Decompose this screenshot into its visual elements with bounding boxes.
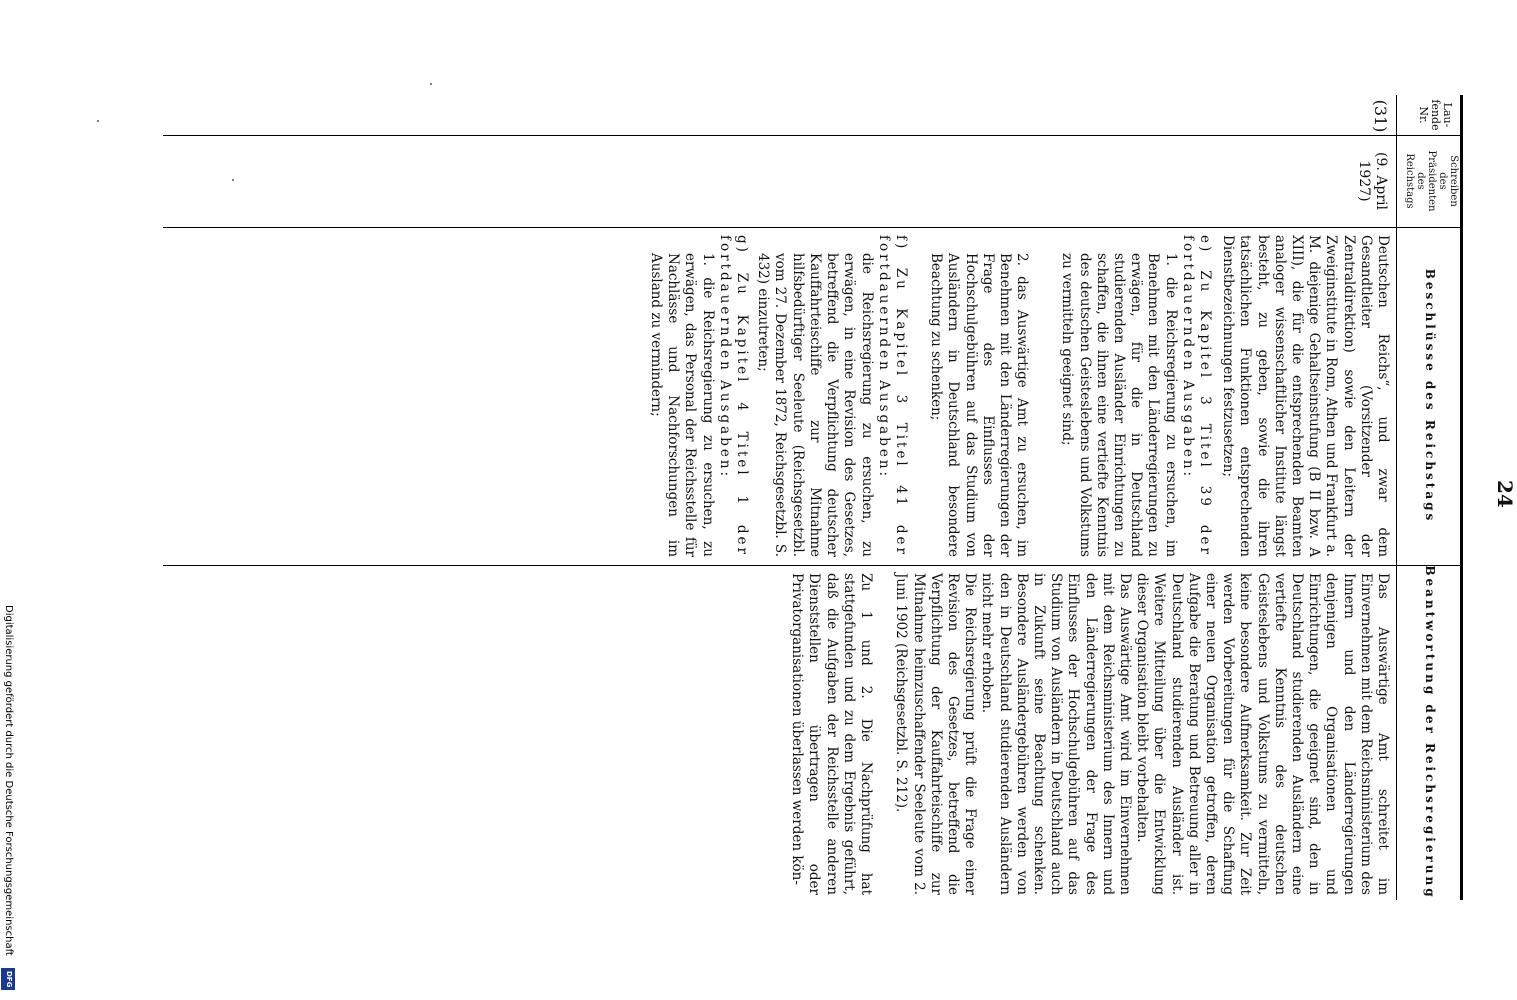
header-bottom-rule	[1396, 95, 1397, 900]
entry-number: (31)	[1371, 99, 1390, 133]
decisions-column	[647, 235, 1391, 557]
answers-column	[788, 573, 1391, 895]
decision-f-heading: f) Zu Kapitel 3 Titel 41 der fortdauernden Ausgaben:	[875, 235, 909, 557]
decision-f-text: die Reichsregierung zu ersuchen, zu erwägen, in eine Revision des Gesetzes, betreffend die Verpflichtung deutscher Kauffahrteischiffe zur Mitnahme hilfsbedürftiger Seeleute (Reichsgesetzbl. vom 27. Dezember 1872, Reichsgesetzbl. S. 432) einzutreten;	[755, 253, 875, 557]
scan-speck	[430, 83, 432, 85]
dfg-logo	[1, 968, 15, 990]
col-divider-1	[163, 135, 1463, 136]
digitization-credit-text: Digitalisierung gefördert durch die Deutsche Forschungsgemeinschaft	[3, 605, 14, 956]
decision-g-heading: g) Zu Kapitel 4 Titel 1 der fortdauernden Ausgaben:	[716, 235, 751, 557]
scan-speck	[232, 179, 234, 181]
decision-e-item-2: 2. das Auswärtige Amt zu ersuchen, im Benehmen mit den Länderregierungen der Frage des Einflusses der Hochschulgebühren auf das Studium von Ausländern in Deutschland besondere Beachtung zu schenken;	[928, 253, 1031, 557]
col-divider-3	[163, 565, 1463, 566]
page-number: 24	[1493, 480, 1517, 508]
header-col-decisions: Beschlüsse des Reichstags	[1423, 268, 1437, 524]
entry-date: (9. April 1927)	[1355, 152, 1389, 210]
decision-e-item-1: 1. die Reichsregierung zu ersuchen, im Benehmen mit den Länderregierungen zu erwägen, für die in Deutschland studierenden Ausländer Einrichtungen zu schaffen, die ihnen eine vertiefte Kenntnis des deutschen Geisteslebens und Volkstums zu vermitteln geeignet sind;	[1059, 253, 1179, 557]
scan-speck	[97, 120, 99, 122]
answer-1: Das Auswärtige Amt schreitet im Einvernehmen mit dem Reichsministerium des Innern und den Länderregierungen denjenigen Organisationen und Einrichtungen, die geeignet sind, den in Deutschland studierenden Ausländern eine vertiefte Kenntnis des deutschen Geisteslebens und Volkstums zu vermitteln, keine besondere Aufmerksamkeit. Zur Zeit werden Vorbereitungen für die Schaffung einer neuen Organisation getroffen, deren Aufgabe die Beratung und Betreuung aller in Deutschland studierenden Ausländer ist. Weitere Mitteilung über die Entwicklung dieser Organisation bleibt vorbehalten.	[1134, 573, 1391, 895]
table-top-rule	[1460, 95, 1463, 900]
col-divider-2	[163, 227, 1463, 228]
header-col-letter: Schreiben des Präsidenten des Reichstags	[1404, 150, 1459, 212]
decision-intro: Deutschen Reichs“, und zwar dem Gesandtleiter (Vorsitzender der Zentraldirektion) sowie den Leitern der Zweiginstitute in Rom, Athen und Frankfurt a. M. diejenige Gehaltseinstufung (B II bzw. A XIII), die für die entsprechenden Beamten analoger wissenschaftlicher Institute längst besteht, zu geben, sowie die ihren tatsächlichen Funktionen entsprechenden Dienstbezeichnungen festzusetzen;	[1220, 235, 1391, 557]
header-col-answer: Beantwortung der Reichsregierung	[1423, 565, 1437, 900]
rotated-page-content	[155, 95, 1515, 905]
header-col-nr: Lau- fende Nr.	[1417, 99, 1454, 131]
answer-3: Die Reichsregierung prüft die Frage einer Revision des Gesetzes, betreffend die Verpflichtung der Kauffahrteischiffe zur Mitnahme heimzuschaffender Seeleute vom 2. Juni 1902 (Reichsgesetzbl. S. 212).	[893, 573, 979, 895]
digitization-credit	[2, 605, 16, 990]
answer-2: Das Auswärtige Amt wird im Einvernehmen mit dem Reichsministerium des Innern und den Länderregierungen der Frage des Einflusses der Hochschulgebühren auf das Studium von Ausländern in Deutschland auch in Zukunft seine Beachtung schenken. Besondere Ausländergebühren werden von den in Deutschland studierenden Ausländern nicht mehr erhoben.	[979, 573, 1133, 895]
decision-g-item-1: 1. die Reichsregierung zu ersuchen, zu erwägen, das Personal der Reichsstelle für Nachlässe und Nachforschungen im Ausland zu vermindern;	[648, 253, 716, 557]
decision-e-heading: e) Zu Kapitel 3 Titel 39 der fortdauernden Ausgaben:	[1179, 235, 1213, 557]
dfg-logo-text: DFG	[5, 971, 13, 988]
answer-4: Zu 1 und 2. Die Nachprüfung hat stattgefunden und zu dem Ergebnis geführt, daß die Aufgaben der Reichsstelle anderen Dienststellen übertragen oder Privatorganisationen überlassen werden kön-	[789, 573, 875, 895]
